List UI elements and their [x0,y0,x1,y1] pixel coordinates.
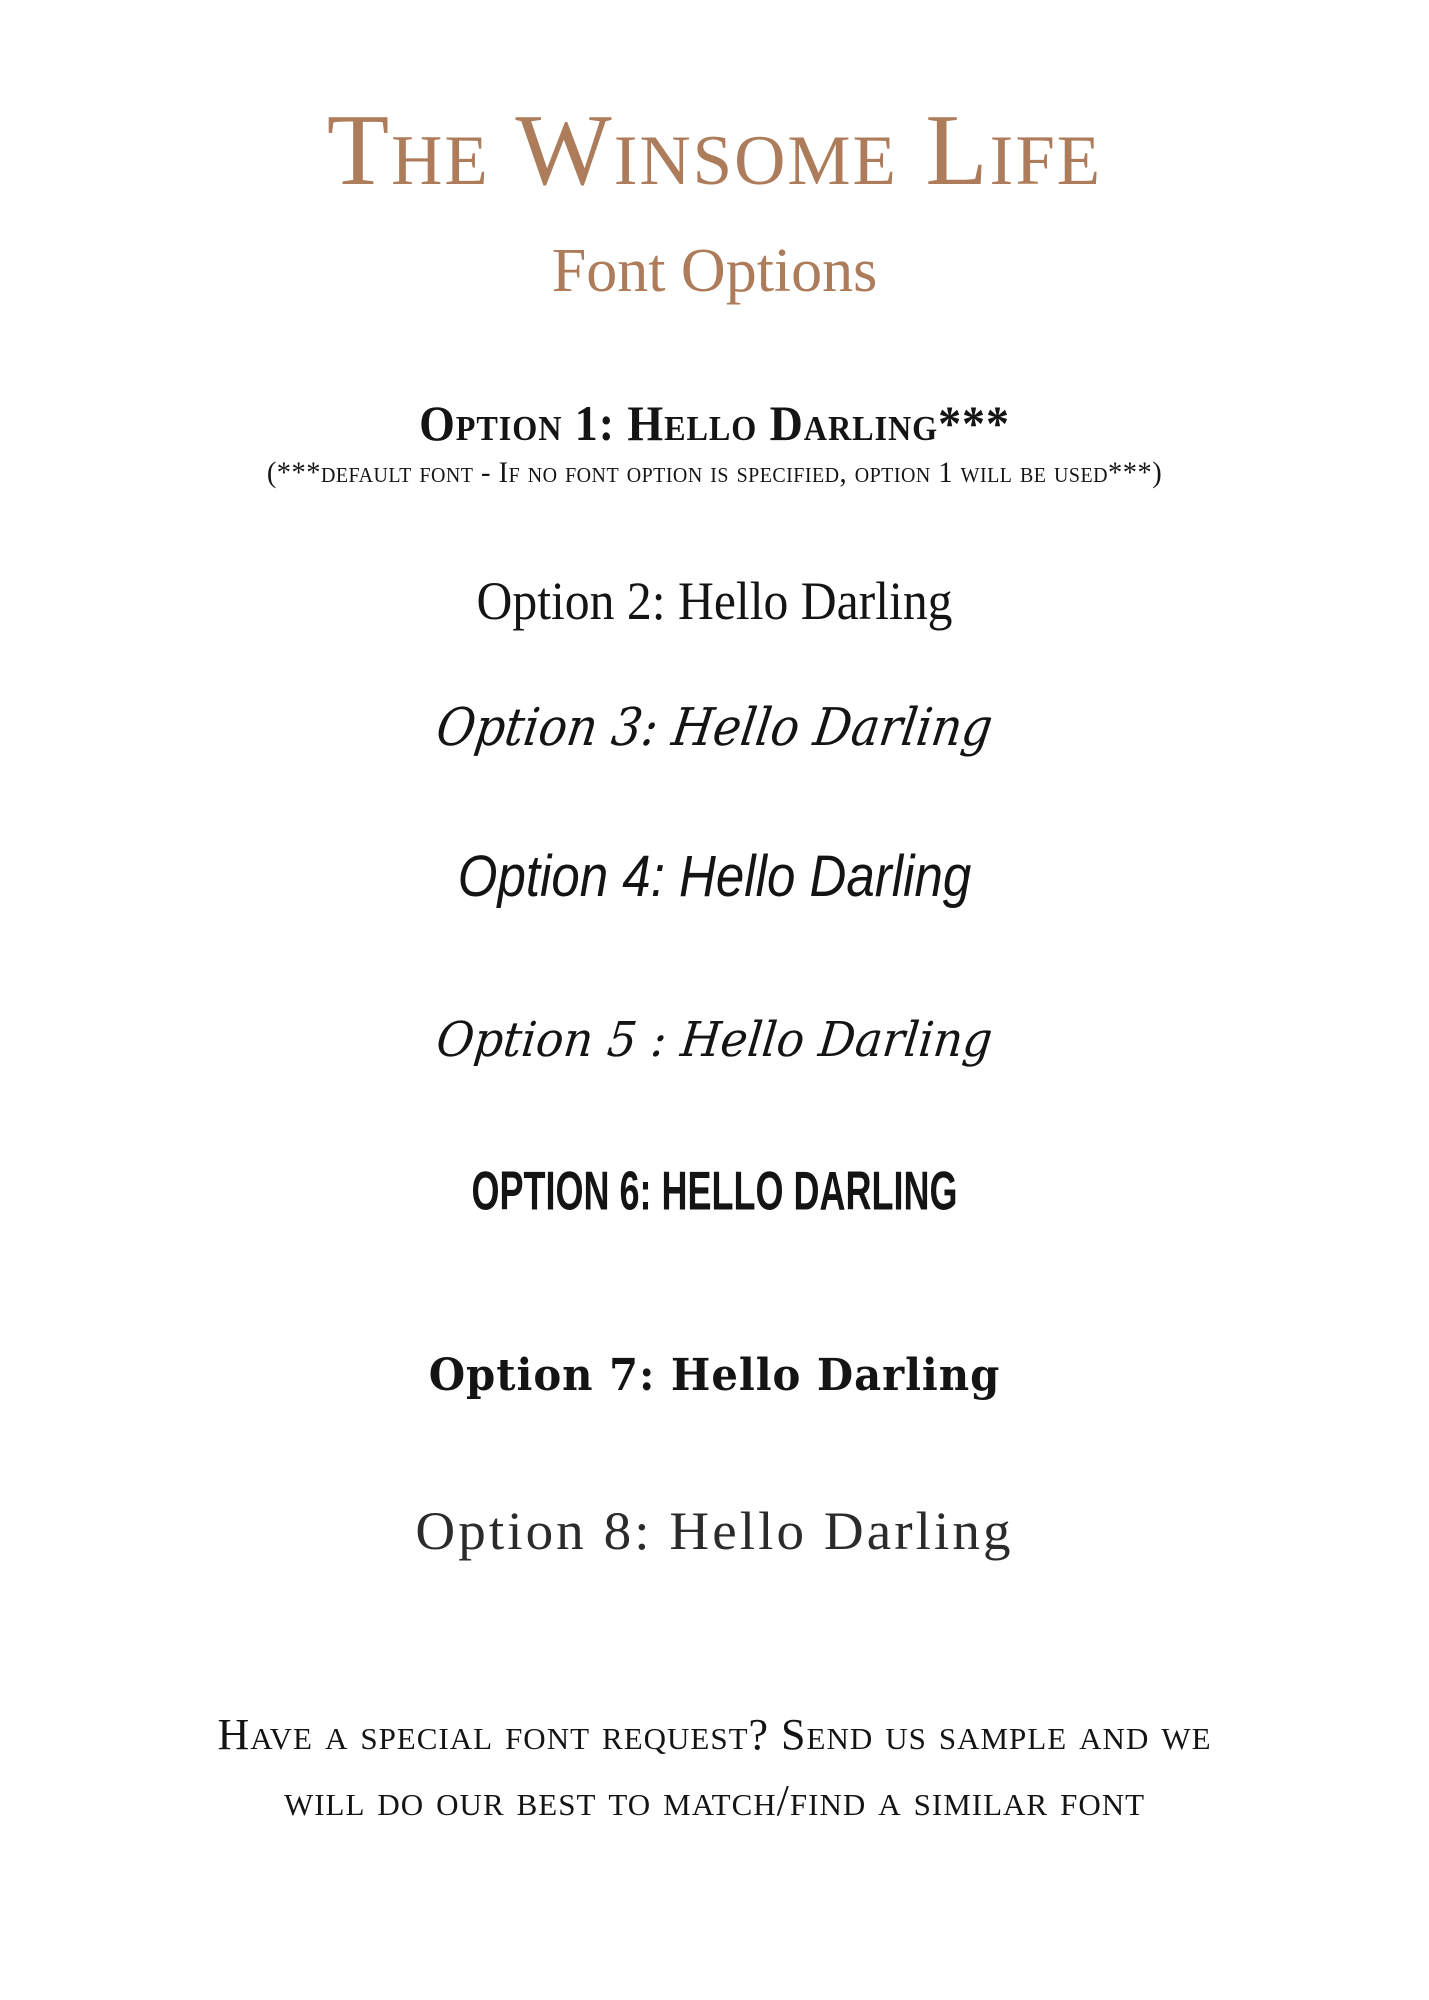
font-option-2-label: Option 2: Hello Darling [476,571,953,631]
special-request-line-2: will do our best to match/find a similar font [283,1776,1146,1825]
font-option-8-label: Option 8: Hello Darling [415,1501,1014,1561]
default-font-note: (***default font - If no font option is specified, option 1 will be used***) [266,456,1163,489]
font-option-5-label: Option 5 : Hello Darling [433,1012,996,1068]
font-option-4-label: Option 4: Hello Darling [457,844,972,909]
font-option-3-label: Option 3: Hello Darling [432,698,997,758]
page-subtitle: Font Options [551,237,878,305]
page-title: The Winsome Life [326,94,1103,207]
special-request-line-1: Have a special font request? Send us sample and we [217,1710,1212,1759]
font-option-7-label: Option 7: Hello Darling [428,1350,1001,1401]
font-option-1-label: Option 1: Hello Darling*** [419,395,1010,451]
font-option-6-label: OPTION 6: HELLO DARLING [471,1160,958,1222]
special-request-note [0,1702,1429,1834]
